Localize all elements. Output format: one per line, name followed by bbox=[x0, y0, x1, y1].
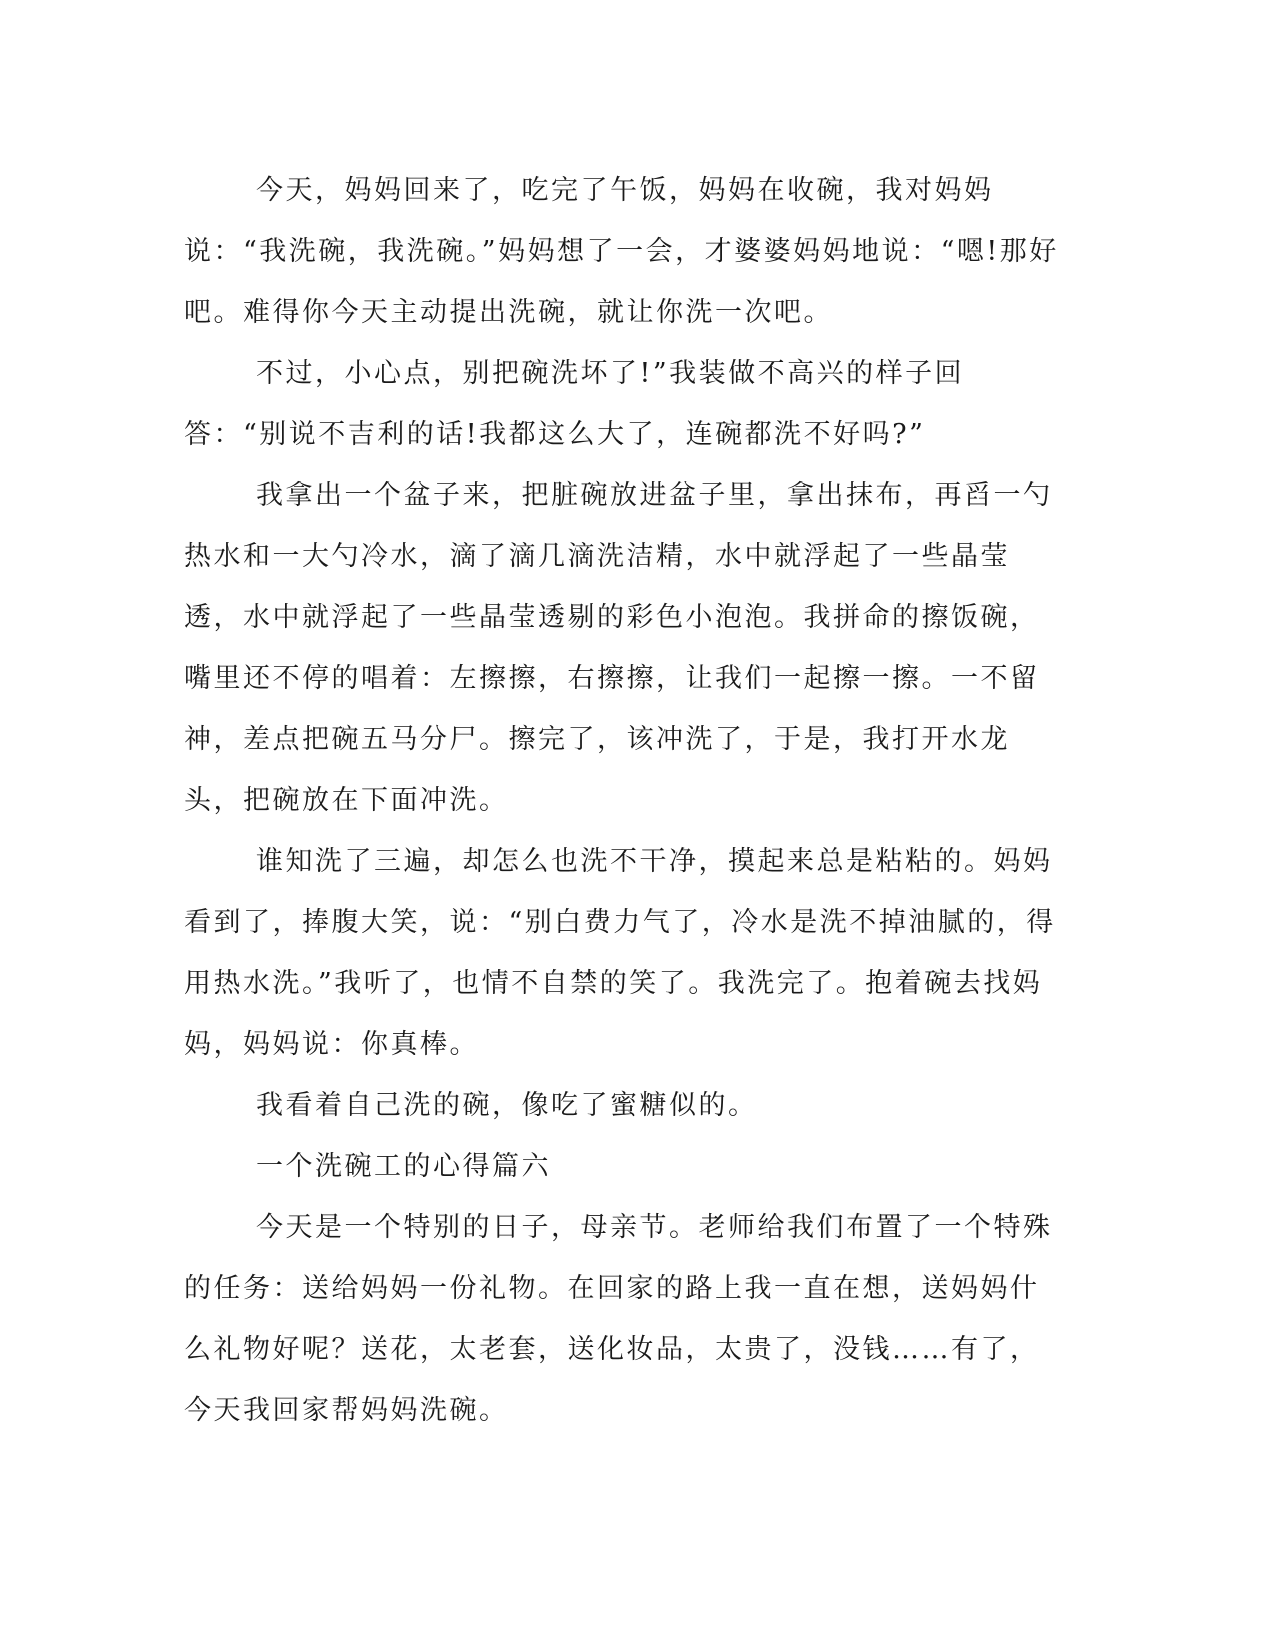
paragraph-5: 我看着自己洗的碗，像吃了蜜糖似的。 bbox=[256, 1090, 758, 1121]
paragraph-4: 谁知洗了三遍，却怎么也洗不干净，摸起来总是粘粘的。妈妈看到了，捧腹大笑，说：“别白费力气了，冷水是洗不掉油腻的，得用热水洗。”我听了，也情不自禁的笑了。我洗完了。抱着碗去找妈妈，妈妈说：你真棒。 bbox=[184, 846, 1056, 1060]
paragraph-3: 我拿出一个盆子来，把脏碗放进盆子里，拿出抹布，再舀一勺热水和一大勺冷水，滴了滴几滴洗洁精，水中就浮起了一些晶莹透，水中就浮起了一些晶莹透剔的彩色小泡泡。我拼命的擦饭碗，嘴里还不停的唱着：左擦擦，右擦擦，让我们一起擦一擦。一不留神，差点把碗五马分尸。擦完了，该冲洗了，于是，我打开水龙头，把碗放在下面冲洗。 bbox=[184, 480, 1053, 816]
paragraph-1: 今天，妈妈回来了，吃完了午饭，妈妈在收碗，我对妈妈说：“我洗碗，我洗碗。”妈妈想了一会，才婆婆妈妈地说：“嗯!那好吧。难得你今天主动提出洗碗，就让你洗一次吧。 bbox=[184, 175, 1059, 328]
section-title: 一个洗碗工的心得篇六 bbox=[256, 1151, 551, 1182]
paragraph-6: 今天是一个特别的日子，母亲节。老师给我们布置了一个特殊的任务：送给妈妈一份礼物。在回家的路上我一直在想，送妈妈什么礼物好呢？送花，太老套，送化妆品，太贵了，没钱……有了，今天我回家帮妈妈洗碗。 bbox=[184, 1212, 1053, 1426]
paragraph-2: 不过，小心点，别把碗洗坏了!”我装做不高兴的样子回答：“别说不吉利的话!我都这么大了，连碗都洗不好吗?” bbox=[184, 358, 965, 450]
document-body bbox=[184, 160, 1064, 1441]
